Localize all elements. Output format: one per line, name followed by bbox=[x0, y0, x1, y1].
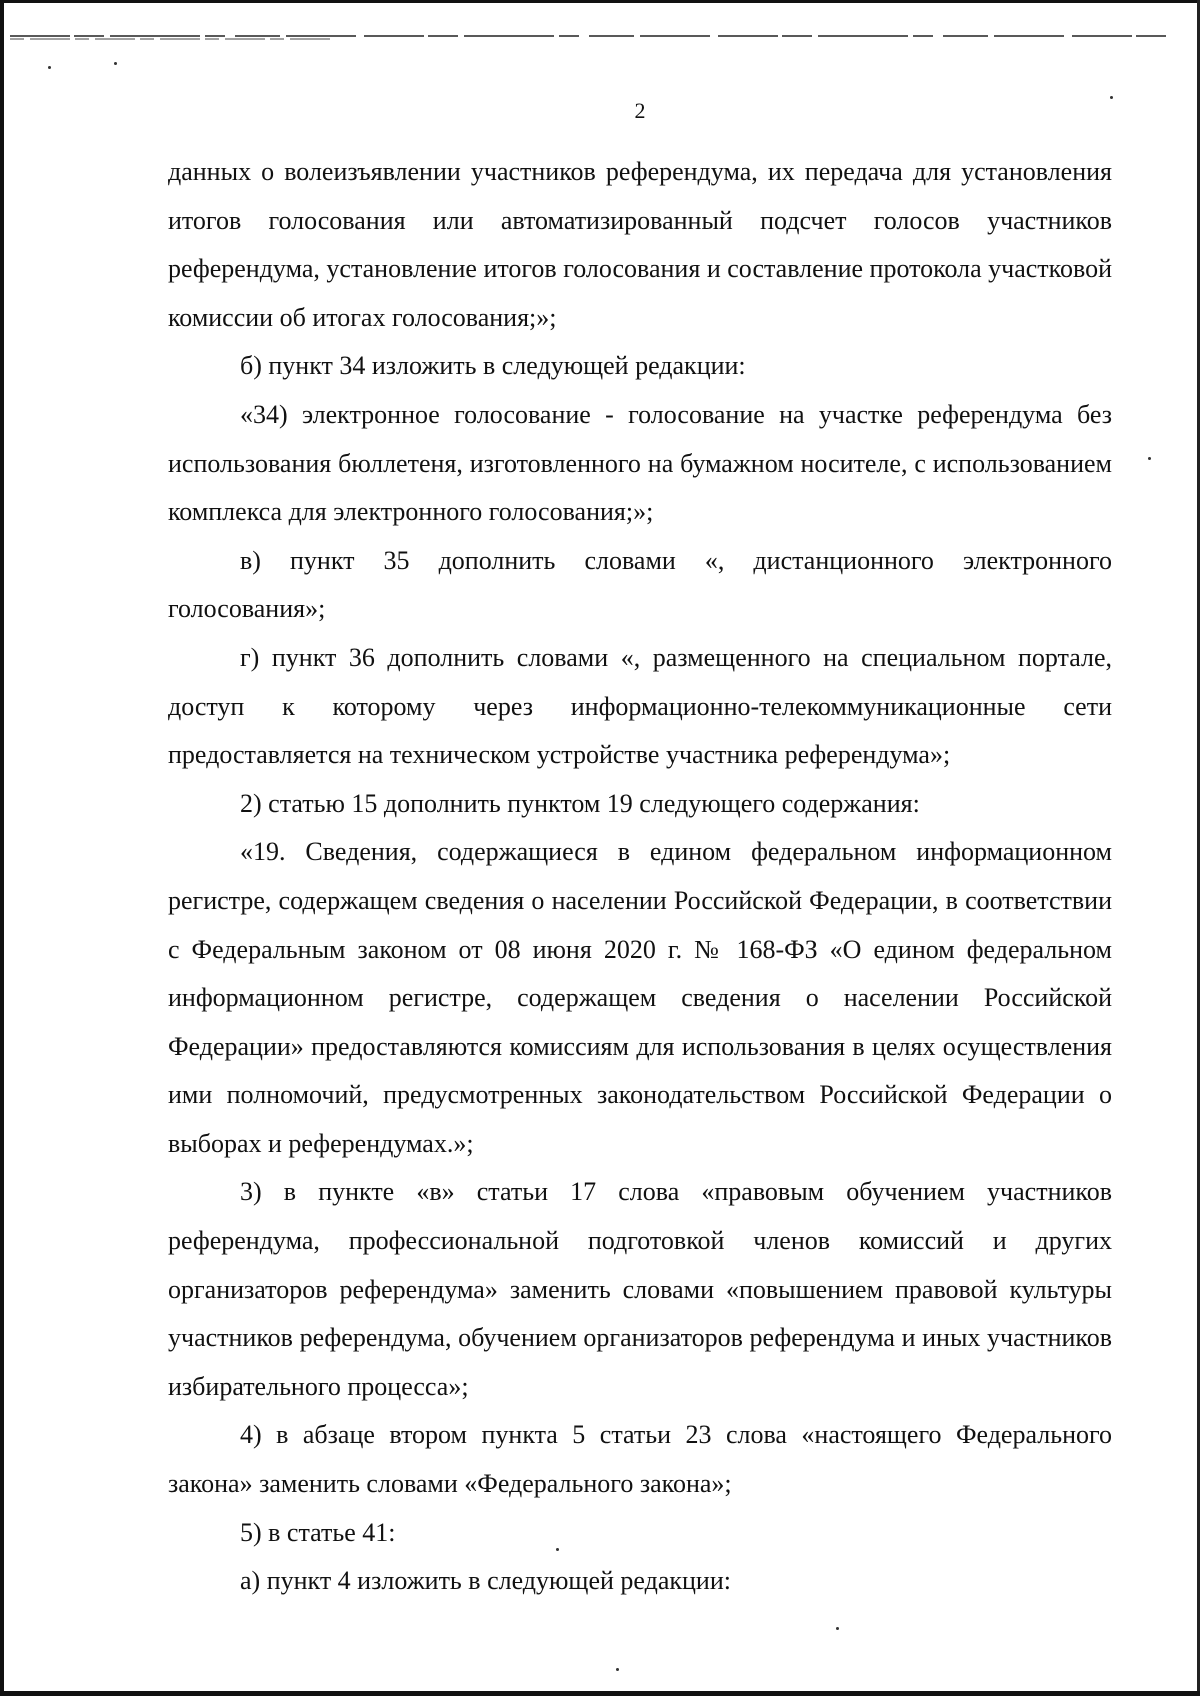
scan-border-top bbox=[0, 0, 1200, 3]
scan-speck bbox=[616, 1668, 619, 1671]
header-dashed-rule bbox=[10, 30, 1170, 44]
paragraph-continuation: данных о волеизъявлении участников референдума, их передача для установления итогов голосования или автоматизированный подсчет голосов участников референдума, установление итогов голосования и составление протокола участковой комиссии об итогах голосования;»; bbox=[168, 157, 1112, 332]
paragraph-item-4: 4) в абзаце втором пункта 5 статьи 23 слова «настоящего Федерального закона» заменить словами «Федерального закона»; bbox=[168, 1420, 1112, 1499]
scan-border-bottom bbox=[0, 1691, 1200, 1696]
page-number: 2 bbox=[634, 98, 646, 123]
paragraph-item-5: 5) в статье 41: bbox=[240, 1517, 396, 1547]
paragraph-quote-34: «34) электронное голосование - голосование на участке референдума без использования бюллетеня, изготовленного на бумажном носителе, с использованием комплекса для электронного голосования;»; bbox=[168, 399, 1112, 527]
scan-speck bbox=[114, 62, 117, 65]
paragraph-quote-19: «19. Сведения, содержащиеся в едином федеральном информационном регистре, содержащем сведения о населении Российской Федерации, в соответствии с Федеральным законом от 08 июня 2020 г. № 168-ФЗ «О едином федеральном информационном регистре, содержащем сведения о населении Российской Федерации» предоставляются комиссиям для использования в целях осуществления ими полномочий, предусмотренных законодательством Российской Федерации о выборах и референдумах.»; bbox=[168, 837, 1112, 1158]
scan-speck bbox=[48, 66, 51, 69]
paragraph-item-b: б) пункт 34 изложить в следующей редакции: bbox=[240, 351, 746, 381]
paragraph-item-a: а) пункт 4 изложить в следующей редакции: bbox=[240, 1566, 731, 1596]
scan-speck bbox=[836, 1627, 839, 1630]
scan-speck bbox=[1148, 457, 1151, 460]
scan-border-left bbox=[0, 0, 4, 1696]
document-body bbox=[168, 148, 1112, 1606]
paragraph-item-g: г) пункт 36 дополнить словами «, размещенного на специальном портале, доступ к которому через информационно-телекоммуникационные сети предоставляется на техническом устройстве участника референдума»; bbox=[168, 642, 1112, 770]
paragraph-item-v: в) пункт 35 дополнить словами «, дистанционного электронного голосования»; bbox=[168, 545, 1112, 624]
paragraph-item-2: 2) статью 15 дополнить пунктом 19 следующего содержания: bbox=[240, 788, 920, 818]
paragraph-item-3: 3) в пункте «в» статьи 17 слова «правовым обучением участников референдума, профессиональной подготовкой членов комиссий и других организаторов референдума» заменить словами «повышением правовой культуры участников референдума, обучением организаторов референдума и иных участников избирательного процесса»; bbox=[168, 1177, 1112, 1401]
